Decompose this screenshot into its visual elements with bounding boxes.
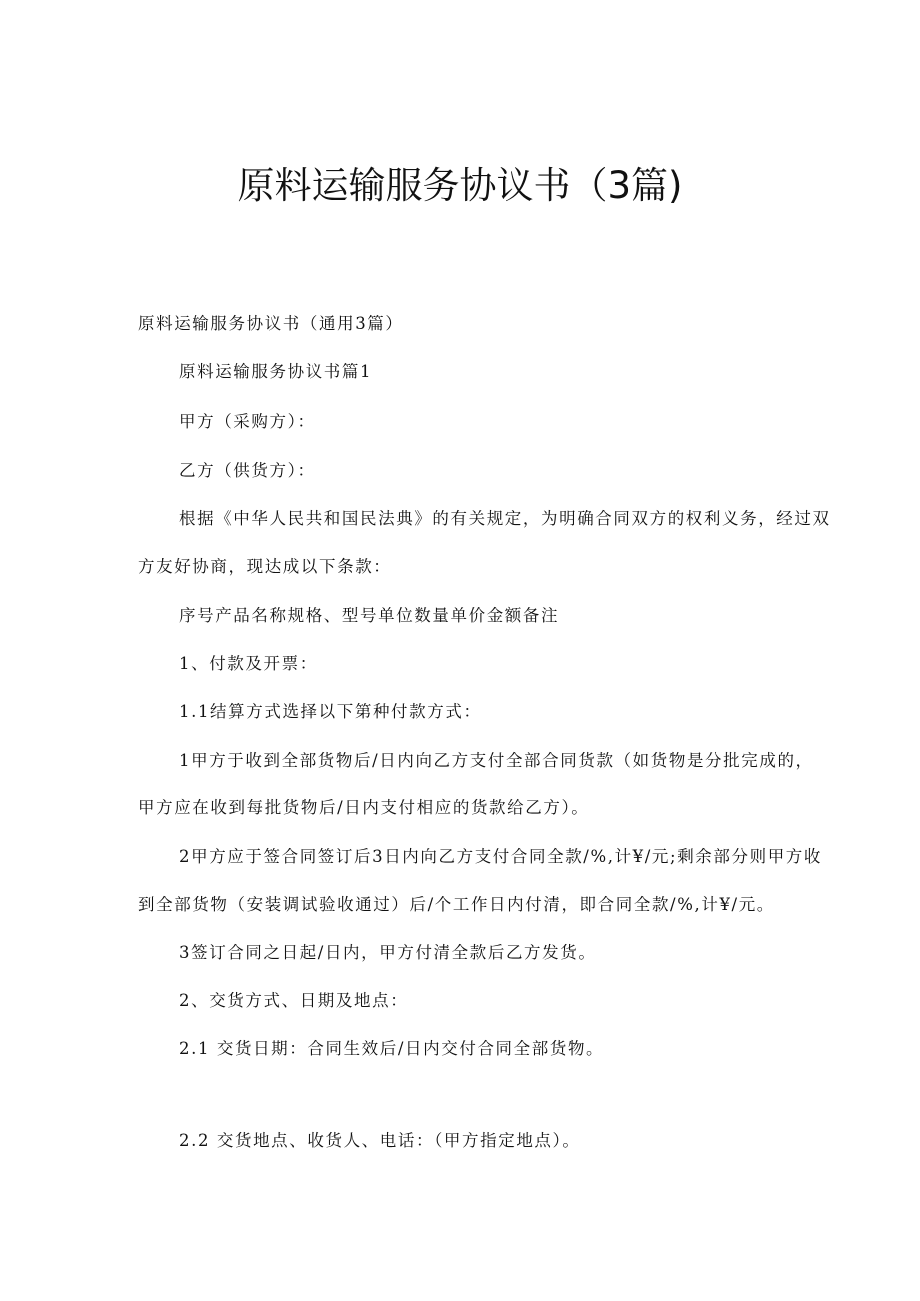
clause-2-1-line: 2.1 交货日期：合同生效后/日内交付合同全部货物。 xyxy=(179,1039,605,1058)
option-3-line: 3签订合同之日起/日内，甲方付清全款后乙方发货。 xyxy=(179,943,597,962)
party-b-line: 乙方（供货方）： xyxy=(179,461,316,480)
table-header-line: 序号产品名称规格、型号单位数量单价金额备注 xyxy=(179,606,560,625)
option-2-line-2: 到全部货物（安装调试验收通过）后/个工作日内付清，即合同全款/%,计¥/元。 xyxy=(138,895,775,914)
document-subtitle: 原料运输服务协议书（通用3篇） xyxy=(138,314,404,333)
paragraph-preamble-line-1: 根据《中华人民共和国民法典》的有关规定，为明确合同双方的权利义务，经过双 xyxy=(179,509,831,528)
clause-2-2-line: 2.2 交货地点、收货人、电话：（甲方指定地点）。 xyxy=(179,1131,581,1150)
clause-1-heading: 1、付款及开票： xyxy=(179,654,318,673)
document-title: 原料运输服务协议书（3篇) xyxy=(237,164,683,207)
clause-1-1-line: 1.1结算方式选择以下第种付款方式： xyxy=(179,702,482,721)
clause-2-heading: 2、交货方式、日期及地点： xyxy=(179,991,409,1010)
paragraph-preamble-line-2: 方友好协商，现达成以下条款： xyxy=(138,557,392,576)
option-2-line-1: 2甲方应于签合同签订后3日内向乙方支付合同全款/%,计¥/元;剩余部分则甲方收 xyxy=(179,847,822,866)
option-1-line-1: 1甲方于收到全部货物后/日内向乙方支付全部合同货款（如货物是分批完成的， xyxy=(179,751,814,770)
party-a-line: 甲方（采购方）： xyxy=(179,412,316,431)
section-heading-part-1: 原料运输服务协议书篇1 xyxy=(179,362,373,381)
option-1-line-2: 甲方应在收到每批货物后/日内支付相应的货款给乙方）。 xyxy=(138,798,590,817)
